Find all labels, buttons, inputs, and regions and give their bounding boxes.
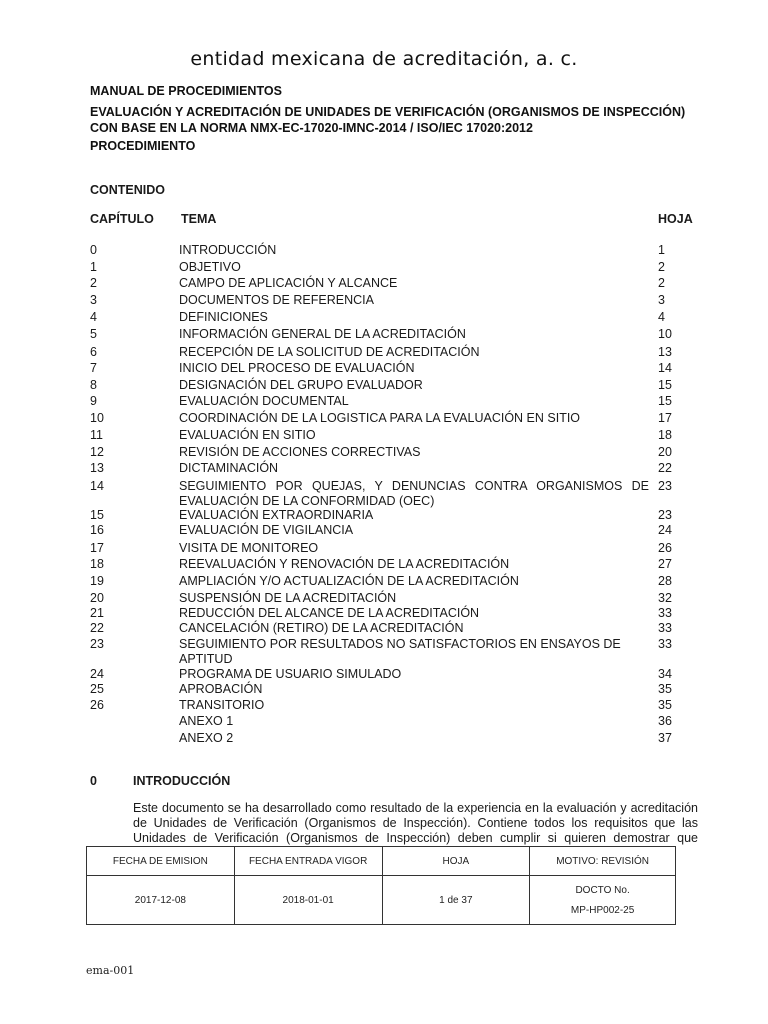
toc-chapter-number: 11 bbox=[90, 428, 103, 442]
organization-name: entidad mexicana de acreditación, a. c. bbox=[190, 48, 578, 70]
toc-chapter-number: 26 bbox=[90, 698, 104, 712]
toc-topic: VISITA DE MONITOREO bbox=[179, 541, 319, 555]
toc-page-number: 10 bbox=[658, 327, 672, 341]
toc-topic: SEGUIMIENTO POR RESULTADOS NO SATISFACTORIOS EN ENSAYOS DE APTITUD bbox=[179, 637, 621, 666]
toc-page-number: 35 bbox=[658, 682, 672, 696]
toc-chapter-number: 17 bbox=[90, 541, 104, 555]
toc-page-number: 33 bbox=[658, 621, 672, 635]
column-header-chapter: CAPÍTULO bbox=[90, 212, 154, 226]
toc-topic: RECEPCIÓN DE LA SOLICITUD DE ACREDITACIÓN bbox=[179, 345, 480, 359]
column-header-topic: TEMA bbox=[181, 212, 217, 226]
toc-page-number: 1 bbox=[658, 243, 665, 257]
toc-page-number: 15 bbox=[658, 394, 672, 408]
toc-chapter-number: 1 bbox=[90, 260, 97, 274]
toc-page-number: 23 bbox=[658, 479, 672, 493]
toc-chapter-number: 10 bbox=[90, 411, 104, 425]
toc-topic: ANEXO 1 bbox=[179, 714, 234, 728]
toc-chapter-number: 5 bbox=[90, 327, 97, 341]
toc-page-number: 18 bbox=[658, 428, 672, 442]
form-code: ema-001 bbox=[86, 964, 135, 977]
toc-chapter-number: 22 bbox=[90, 621, 104, 635]
toc-page-number: 24 bbox=[658, 523, 672, 537]
toc-page-number: 15 bbox=[658, 378, 672, 392]
toc-chapter-number: 2 bbox=[90, 276, 97, 290]
column-header-page: HOJA bbox=[658, 212, 693, 226]
toc-topic: PROGRAMA DE USUARIO SIMULADO bbox=[179, 667, 402, 681]
section-title: INTRODUCCIÓN bbox=[133, 774, 231, 788]
toc-chapter-number: 21 bbox=[90, 606, 104, 620]
toc-topic: AMPLIACIÓN Y/O ACTUALIZACIÓN DE LA ACREDITACIÓN bbox=[179, 574, 519, 588]
toc-topic: CAMPO DE APLICACIÓN Y ALCANCE bbox=[179, 276, 398, 290]
toc-chapter-number: 16 bbox=[90, 523, 104, 537]
toc-chapter-number: 13 bbox=[90, 461, 104, 475]
toc-page-number: 3 bbox=[658, 293, 665, 307]
header-reason-revision: MOTIVO: REVISIÓN bbox=[530, 847, 676, 876]
header-effective-date: FECHA ENTRADA VIGOR bbox=[234, 847, 382, 876]
section-number: 0 bbox=[90, 774, 97, 788]
sheet-number: 1 de 37 bbox=[382, 876, 530, 925]
toc-topic: CANCELACIÓN (RETIRO) DE LA ACREDITACIÓN bbox=[179, 621, 464, 635]
toc-page-number: 35 bbox=[658, 698, 672, 712]
toc-page-number: 26 bbox=[658, 541, 672, 555]
issue-date: 2017-12-08 bbox=[87, 876, 235, 925]
toc-page-number: 36 bbox=[658, 714, 672, 728]
toc-chapter-number: 24 bbox=[90, 667, 104, 681]
document-type: PROCEDIMIENTO bbox=[90, 139, 196, 153]
toc-topic: DEFINICIONES bbox=[179, 310, 268, 324]
toc-topic: ANEXO 2 bbox=[179, 731, 234, 745]
effective-date: 2018-01-01 bbox=[234, 876, 382, 925]
toc-chapter-number: 19 bbox=[90, 574, 104, 588]
document-number: MP-HP002-25 bbox=[570, 904, 635, 916]
toc-topic: EVALUACIÓN DE VIGILANCIA bbox=[179, 523, 354, 537]
section-body bbox=[133, 801, 698, 845]
toc-page-number: 23 bbox=[658, 508, 672, 522]
toc-topic: OBJETIVO bbox=[179, 260, 241, 274]
toc-page-number: 2 bbox=[658, 276, 665, 290]
toc-page-number: 20 bbox=[658, 445, 672, 459]
toc-chapter-number: 20 bbox=[90, 591, 104, 605]
toc-chapter-number: 18 bbox=[90, 557, 104, 571]
toc-topic: REVISIÓN DE ACCIONES CORRECTIVAS bbox=[179, 445, 421, 459]
document-norm: CON BASE EN LA NORMA NMX-EC-17020-IMNC-2014 / ISO/IEC 17020:2012 bbox=[90, 121, 533, 135]
toc-topic: DESIGNACIÓN DEL GRUPO EVALUADOR bbox=[179, 378, 423, 392]
toc-chapter-number: 15 bbox=[90, 508, 104, 522]
toc-chapter-number: 14 bbox=[90, 479, 104, 493]
toc-chapter-number: 25 bbox=[90, 682, 104, 696]
toc-page-number: 37 bbox=[658, 731, 672, 745]
toc-chapter-number: 3 bbox=[90, 293, 97, 307]
toc-chapter-number: 8 bbox=[90, 378, 97, 392]
toc-topic: APROBACIÓN bbox=[179, 682, 263, 696]
document-title: EVALUACIÓN Y ACREDITACIÓN DE UNIDADES DE VERIFICACIÓN (ORGANISMOS DE INSPECCIÓN) bbox=[90, 105, 686, 119]
toc-chapter-number: 7 bbox=[90, 361, 97, 375]
document-number-label: DOCTO No. bbox=[575, 884, 630, 896]
toc-page-number: 22 bbox=[658, 461, 672, 475]
toc-topic: INICIO DEL PROCESO DE EVALUACIÓN bbox=[179, 361, 415, 375]
toc-chapter-number: 23 bbox=[90, 637, 104, 651]
toc-page-number: 28 bbox=[658, 574, 672, 588]
intro-paragraph: Este documento se ha desarrollado como resultado de la experiencia en la evaluación y acreditación de Unidades de Verificación (Organismos de Inspección). Contiene todos los requisitos que las Unidades de Verificación (Organismos de Inspección) deben cumplir si quieren demostrar que bbox=[133, 801, 698, 845]
toc-topic: REEVALUACIÓN Y RENOVACIÓN DE LA ACREDITACIÓN bbox=[179, 557, 510, 571]
toc-chapter-number: 4 bbox=[90, 310, 97, 324]
document-control-table bbox=[86, 846, 676, 925]
toc-page-number: 13 bbox=[658, 345, 672, 359]
toc-topic: INTRODUCCIÓN bbox=[179, 243, 277, 257]
toc-topic: TRANSITORIO bbox=[179, 698, 265, 712]
toc-topic: DICTAMINACIÓN bbox=[179, 461, 279, 475]
toc-topic: EVALUACIÓN EXTRAORDINARIA bbox=[179, 508, 374, 522]
toc-chapter-number: 0 bbox=[90, 243, 97, 257]
toc-topic: REDUCCIÓN DEL ALCANCE DE LA ACREDITACIÓN bbox=[179, 606, 480, 620]
toc-page-number: 27 bbox=[658, 557, 672, 571]
toc-topic: SUSPENSIÓN DE LA ACREDITACIÓN bbox=[179, 591, 397, 605]
toc-page-number: 33 bbox=[658, 606, 672, 620]
header-issue-date: FECHA DE EMISION bbox=[87, 847, 235, 876]
toc-topic: SEGUIMIENTO POR QUEJAS, Y DENUNCIAS CONTRA ORGANISMOS DE EVALUACIÓN DE LA CONFORMIDAD (OEC) bbox=[179, 479, 649, 508]
toc-topic: DOCUMENTOS DE REFERENCIA bbox=[179, 293, 374, 307]
toc-page-number: 4 bbox=[658, 310, 665, 324]
contents-heading: CONTENIDO bbox=[90, 183, 165, 197]
header-sheet: HOJA bbox=[382, 847, 530, 876]
toc-topic: EVALUACIÓN DOCUMENTAL bbox=[179, 394, 349, 408]
toc-page-number: 33 bbox=[658, 637, 672, 651]
toc-page-number: 32 bbox=[658, 591, 672, 605]
toc-topic: INFORMACIÓN GENERAL DE LA ACREDITACIÓN bbox=[179, 327, 466, 341]
toc-chapter-number: 6 bbox=[90, 345, 97, 359]
manual-title: MANUAL DE PROCEDIMIENTOS bbox=[90, 84, 282, 98]
toc-page-number: 2 bbox=[658, 260, 665, 274]
toc-page-number: 14 bbox=[658, 361, 672, 375]
toc-page-number: 34 bbox=[658, 667, 672, 681]
toc-topic: COORDINACIÓN DE LA LOGISTICA PARA LA EVALUACIÓN EN SITIO bbox=[179, 411, 581, 425]
toc-chapter-number: 9 bbox=[90, 394, 97, 408]
toc-page-number: 17 bbox=[658, 411, 672, 425]
toc-chapter-number: 12 bbox=[90, 445, 104, 459]
toc-topic: EVALUACIÓN EN SITIO bbox=[179, 428, 316, 442]
document-number-cell bbox=[530, 876, 676, 925]
